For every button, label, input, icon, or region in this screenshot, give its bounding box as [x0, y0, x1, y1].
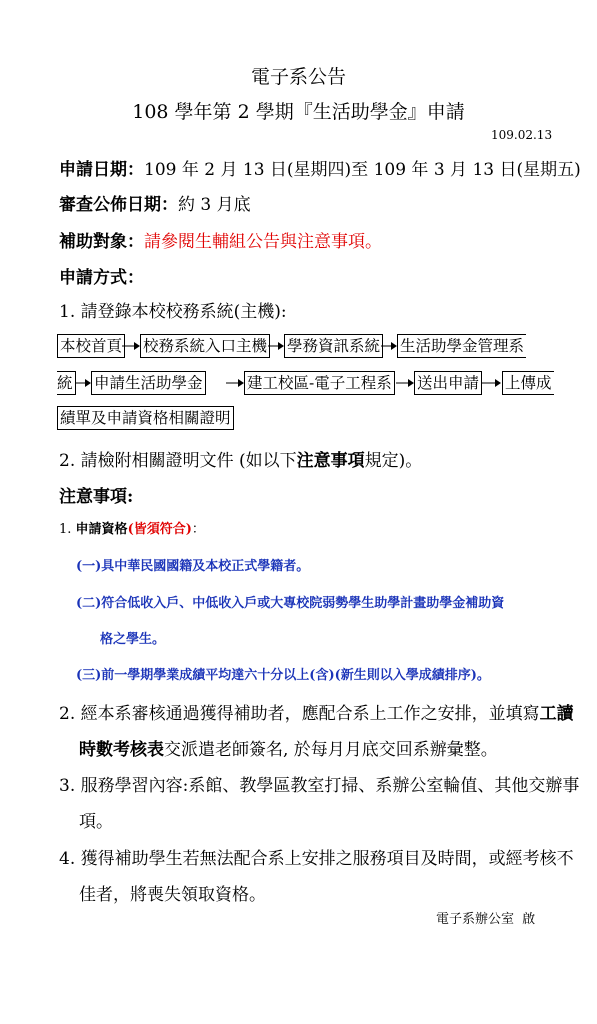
flow-box-upload-cont: 績單及申請資格相關證明	[57, 406, 234, 430]
arrow-icon	[381, 341, 397, 351]
target-value: 請參閱生輔組公告與注意事項。	[144, 232, 382, 252]
note-item-3-line2: 項。	[79, 812, 113, 832]
note-item-2-line2	[79, 735, 498, 760]
step-1-text: 1. 請登錄本校校務系統(主機):	[59, 302, 287, 322]
flow-box-grant-system: 生活助學金管理系	[397, 334, 526, 358]
review-date-line	[59, 190, 251, 215]
apply-date-line	[59, 155, 581, 180]
note-sub-3: (三)前一學期學業成績平均達六十分以上(含)(新生則以入學成績排序)。	[76, 668, 490, 683]
notes-heading: 注意事項:	[59, 487, 134, 507]
page-title: 108 學年第 2 學期『生活助學金』申請	[132, 101, 465, 123]
note-item-1-red: (皆須符合)	[127, 522, 192, 537]
arrow-icon	[481, 378, 501, 388]
note-item-1-label: 申請資格	[75, 522, 128, 537]
note-item-2-line1	[59, 699, 574, 724]
announcement-date: 109.02.13	[491, 128, 553, 142]
apply-date-value: 109 年 2 月 13 日(星期四)至 109 年 3 月 13 日(星期五)	[144, 160, 581, 180]
method-label: 申請方式：	[59, 268, 144, 288]
note-item-4-line1: 4. 獲得補助學生若無法配合系上安排之服務項目及時間，或經考核不	[59, 849, 574, 869]
arrow-icon	[75, 378, 91, 388]
note-item-3-line1: 3. 服務學習內容:系館、教學區教室打掃、系辦公室輪值、其他交辦事	[59, 776, 580, 796]
note-item-4-line2: 佳者，將喪失領取資格。	[79, 885, 266, 905]
note-item-1-num: 1.	[59, 522, 72, 537]
apply-date-label: 申請日期：	[59, 160, 144, 180]
note-sub-1: (一)具中華民國國籍及本校正式學籍者。	[76, 559, 310, 574]
note-item-2-post: 交派遣老師簽名, 於每月月底交回系辦彙整。	[164, 740, 498, 760]
note-sub-2-line1: (二)符合低收入戶、中低收入戶或大專校院弱勢學生助學計畫助學金補助資	[76, 596, 505, 611]
step-2-pre: 2. 請檢附相關證明文件 (如以下	[59, 451, 297, 471]
note-item-1-end: ：	[191, 522, 205, 537]
flow-box-grant-system-cont: 統	[57, 371, 76, 395]
department-heading: 電子系公告	[250, 66, 346, 88]
arrow-icon	[268, 341, 284, 351]
target-label: 補助對象：	[59, 232, 144, 252]
flow-box-portal: 校務系統入口主機	[140, 334, 270, 358]
flow-box-apply-grant: 申請生活助學金	[91, 371, 206, 395]
note-sub-2-line2: 格之學生。	[100, 632, 166, 647]
note-item-1	[59, 518, 205, 537]
flow-box-department: 建工校區-電子工程系	[244, 371, 395, 395]
flow-box-student-affairs: 學務資訊系統	[284, 334, 383, 358]
arrow-icon	[396, 378, 414, 388]
note-item-2-pre: 2. 經本系審核通過獲得補助者，應配合系上工作之安排，並填寫	[59, 704, 540, 724]
review-date-value: 約 3 月底	[178, 195, 251, 215]
arrow-icon	[122, 341, 140, 351]
step-2-post: 規定)。	[364, 451, 423, 471]
arrow-icon	[226, 378, 244, 388]
note-item-2-bold-2: 時數考核表	[79, 740, 164, 760]
flow-box-submit: 送出申請	[414, 371, 482, 395]
step-2-bold: 注意事項	[296, 451, 365, 471]
step-2-text	[59, 446, 422, 471]
signature: 電子系辦公室 啟	[436, 912, 536, 927]
target-line	[59, 227, 382, 252]
note-item-2-bold: 工讀	[539, 704, 574, 724]
flow-box-upload: 上傳成	[502, 371, 554, 395]
flow-box-home: 本校首頁	[57, 334, 125, 358]
review-date-label: 審查公佈日期：	[59, 195, 178, 215]
